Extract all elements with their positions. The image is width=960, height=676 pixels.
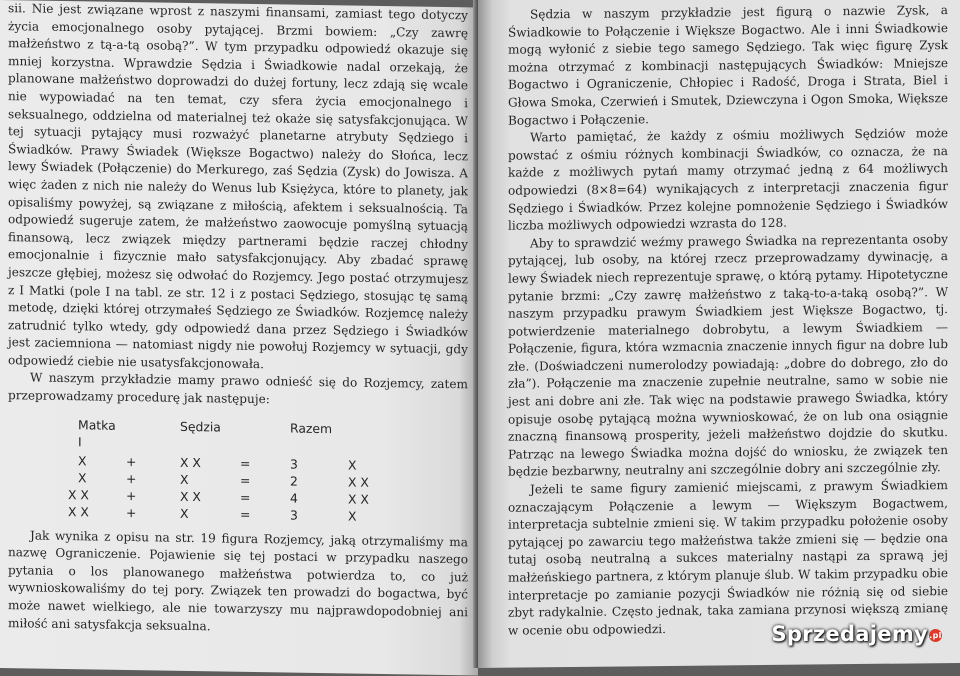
schema-cell: X X	[180, 454, 201, 470]
schema-cell: 3	[290, 507, 298, 523]
schema-cell: X X	[348, 491, 369, 507]
watermark-text: Sprzedajemy	[771, 622, 928, 646]
schema-cell: 2	[290, 473, 298, 489]
schema-cell: X X	[348, 474, 369, 490]
schema-header-razem: Razem	[290, 420, 333, 436]
schema-cell: 4	[290, 490, 298, 506]
schema-cell: X	[78, 469, 87, 486]
schema-cell: =	[240, 489, 251, 505]
watermark	[772, 622, 943, 646]
schema-cell: X	[348, 508, 357, 524]
watermark-dot-icon: .pl	[929, 630, 942, 640]
schema-cell: X X	[68, 486, 89, 503]
left-paragraph-3: Jak wynika z opisu na str. 19 figura Rozjemcy, jaką otrzymaliśmy ma nazwę Ograniczenie. Pojawienie się tej postaci w przypadku naszego pytania o los planowanego małżeństwa potwierdza to, co już wywnioskowaliśmy do tej pory. Związek ten prowadzi do bogactwa, być może nawet wielkiego, ale nie towarzyszy mu najprawdopodobniej ani miłość ani satysfakcja seksualna.	[8, 528, 468, 633]
schema-cell: =	[240, 455, 251, 471]
schema-cell: X	[348, 457, 357, 473]
schema-cell: X	[78, 452, 87, 469]
schema-cell: X X	[180, 488, 201, 504]
schema-header-matka: Matka I	[78, 416, 116, 449]
right-paragraph-2: Warto pamiętać, że każdy z ośmiu możliwych Sędziów może powstać z ośmiu różnych kombinacji Świadków, co oznacza, że na każde z możliwych pytań mamy otrzymać jedną z 64 możliwych odpowiedzi (8×8=64) wynikających z interpretacji znaczenia figur Sędziego i Świadków. Przez kolejne pomnożenie Sędziego i Świadków liczba możliwych odpowiedzi wzrasta do 128.	[508, 126, 948, 233]
schema-cell: 3	[290, 456, 298, 472]
schema-cell: =	[240, 506, 251, 522]
schema-header-sedzia: Sędzia	[180, 418, 221, 435]
schema-cell: +	[126, 487, 137, 503]
schema-cell: =	[240, 472, 251, 488]
schema-cell: X X	[68, 503, 89, 520]
left-page	[0, 0, 478, 676]
right-paragraph-4: Jeżeli te same figury zamienić miejscami, z prawym Świadkiem oznaczającym Połączenie a lewym — Większym Bogactwem, interpretacja subtelnie zmieni się. W takim przypadku położenie osoby pytającej po zawarciu tego małżeństwa także zmieni się — będzie ona tutaj osobą neutralną a sukces materialny nastąpi za sprawą jej małżeńskiego partnera, z którym planuje ślub. W takim przypadku obie interpretacje po zamianie pozycji Świadków nie różnią się od siebie zbyt radykalnie. Często jednak, taka zamiana przynosi większą zmianę w ocenie obu odpowiedzi.	[508, 478, 948, 638]
left-paragraph-2: W naszym przykładzie mamy prawo odnieść się do Rozjemcy, zatem przeprowadzamy procedurę jak następuje:	[8, 370, 468, 407]
left-paragraph-1: sii. Nie jest związane wprost z naszymi finansami, zamiast tego dotyczy życia emocjonalnego osoby pytającej. Brzmi bowiem: „Czy zawrę małżeństwo z tą-a-tą osobą?”. W tym przypadku odpowiedź okazuje się mniej korzystna. Wprawdzie Sędzia i Świadkowie nadal orzekają, że planowane małżeństwo doprowadzi do dużej fortuny, lecz zdają się wcale nie wypowiadać na ten temat, czy sfera życia emocjonalnego i seksualnego, oddzielna od materialnej też okaże się satysfakcjonująca. W tej sytuacji pytający musi rozważyć planetarne atrybuty Sędziego i Świadków. Prawy Świadek (Większe Bogactwo) należy do Słońca, lecz lewy Świadek (Połączenie) do Merkurego, zaś Sędzia (Zysk) do Jowisza. A więc żaden z nich nie należy do Wenus lub Księżyca, które to planety, jak opisaliśmy powyżej, są związane z miłością, afektem i seksualnością. Ta odpowiedź sugeruje zatem, że małżeństwo zaowocuje pomyślną sytuacją finansową, lecz związek między partnerami będzie raczej chłodny emocjonalnie i fizycznie mało satysfakcjonujący. Aby zbadać sprawę jeszcze głębiej, możesz się odwołać do Rozjemcy. Jego postać otrzymujesz z I Matki (pole I na tabl. ze str. 12 i z postaci Sędziego, stosując tę samą metodę, dzięki której otrzymałeś Sędziego ze Świadków. Rozjemcę należy zatrudnić tylko wtedy, gdy odpowiedź dana przez Sędziego i Świadków jest zaciemniona — natomiast nigdy nie powołuj Rozjemcy w sytuacji, gdy odpowiedź ciebie nie usatysfakcjonowała.	[8, 1, 468, 372]
geomancy-schema	[8, 415, 468, 526]
schema-header-row	[8, 415, 468, 456]
right-paragraph-1: Sędzia w naszym przykładzie jest figurą o nazwie Zysk, a Świadkowie to Połączenie i Większe Bogactwo. Ale i inni Świadkowie mogą wyłonić z siebie tego samego Sędziego. Tak więc figurę Zysk można otrzymać z kombinacji następujących Świadków: Mniejsze Bogactwo i Ograniczenie, Chłopiec i Radość, Droga i Strata, Biel i Głowa Smoka, Czerwień i Smutek, Dziewczyna i Ogon Smoka, Większe Bogactwo i Połączenie.	[508, 3, 948, 128]
right-paragraph-3: Aby to sprawdzić weźmy prawego Świadka na reprezentanta osoby pytającej, lub osoby, na której rzecz przeprowadzamy dywinację, a lewy Świadek niech reprezentuje sprawę, o którą pytamy. Hipotetyczne pytanie brzmi: „Czy zawrę małżeństwo z taką-to-a-taką osobą?”. W naszym przypadku prawym Świadkiem jest Większe Bogactwo, tj. potwierdzenie materialnego dobrobytu, a lewym Świadkiem — Połączenie, figura, która wzmacnia znaczenie innych figur na dobre lub złe. (Doświadczeni numerolodzy powiadają: „dobre do dobrego, zło do zła”). Połączenie ma znaczenie zupełnie neutralne, samo w sobie nie jest ani dobre ani złe. Tak więc na podstawie prawego Świadka, który opisuje osobę pytającą można wywnioskować, że on lub ona osiągnie znaczną finansową prosperity, jeżeli małżeństwo dojdzie do skutku. Patrząc na lewego Świadka można dojść do wniosku, że związek ten będzie bezbarwny, neutralny ani szczególnie dobry ani szczególnie zły.	[508, 231, 948, 480]
schema-cell: +	[126, 453, 137, 469]
schema-cell: X	[180, 505, 189, 521]
right-page	[478, 0, 960, 668]
schema-cell: +	[126, 504, 137, 520]
schema-cell: +	[126, 470, 137, 486]
schema-cell: X	[180, 471, 189, 487]
